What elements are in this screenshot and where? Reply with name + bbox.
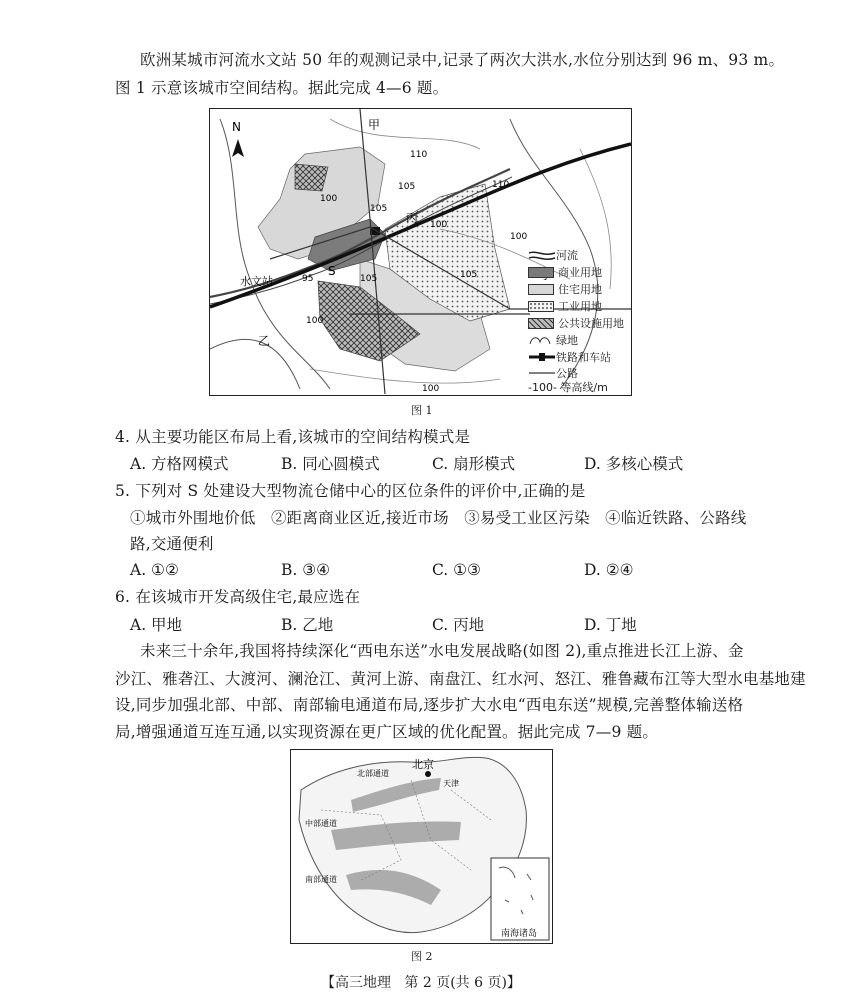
q6-option-b: B. 乙地 [281, 616, 334, 634]
tianjin-label: 天津 [443, 779, 459, 788]
label-jia: 甲 [368, 118, 381, 132]
inset-label: 南海诸岛 [501, 929, 538, 939]
intro2-line1: 未来三十余年,我国将持续深化“西电东送”水电发展战略(如图 2),重点推进长江上游、金 [140, 642, 744, 660]
intro1-line1: 欧洲某城市河流水文站 50 年的观测记录中,记录了两次大洪水,水位分别达到 96 m、93 m。 [140, 51, 785, 69]
legend-residential [528, 281, 602, 297]
contour-label: 100 [510, 232, 528, 242]
contour-label: 110 [492, 180, 510, 190]
label-bing: 丙 [406, 211, 419, 225]
west-east-power-map [291, 750, 552, 943]
legend-railway [528, 349, 611, 365]
north-label: N [232, 120, 241, 134]
q5-option-c: C. ①③ [432, 561, 481, 579]
north-channel-label: 北部通道 [357, 769, 389, 778]
south-channel-label: 南部通道 [305, 875, 337, 884]
beijing-marker-icon [425, 771, 431, 777]
q5-stem: 5. 下列对 S 处建设大型物流仓储中心的区位条件的评价中,正确的是 [115, 482, 586, 500]
contour-label: 105 [370, 204, 388, 214]
q5-option-b: B. ③④ [281, 561, 331, 579]
q6-stem: 6. 在该城市开发高级住宅,最应选在 [115, 588, 361, 606]
green-swatch-icon [528, 334, 556, 346]
q4-option-c: C. 扇形模式 [432, 455, 516, 473]
intro2-line2: 沙江、雅砻江、大渡河、澜沧江、黄河上游、南盘江、红水河、怒江、雅鲁藏布江等大型水电基地建 [115, 670, 806, 688]
intro1-line2: 图 1 示意该城市空间结构。据此完成 4—6 题。 [115, 79, 449, 97]
south-sea-inset [491, 858, 549, 940]
q4-option-a: A. 方格网模式 [130, 455, 229, 473]
legend-label: 商业用地 [558, 266, 602, 279]
legend-label: 河流 [556, 249, 578, 262]
north-arrow-icon [232, 139, 244, 157]
q5-statements: ①城市外围地价低 ②距离商业区近,接近市场 ③易受工业区污染 ④临近铁路、公路线 [130, 509, 747, 527]
public-facilities-north [295, 164, 328, 191]
q5-statements-cont: 路,交通便利 [130, 535, 214, 553]
residential-swatch [528, 284, 554, 295]
legend-label: 公共设施用地 [558, 317, 624, 330]
figure-1-caption: 图 1 [411, 404, 433, 417]
industrial-swatch [528, 301, 554, 312]
page-footer: 【高三地理 第 2 页(共 6 页)】 [321, 975, 521, 991]
legend-label: 公路 [556, 367, 578, 380]
q4-stem: 4. 从主要功能区布局上看,该城市的空间结构模式是 [115, 428, 471, 446]
beijing-label: 北京 [412, 758, 434, 771]
contour-label: 100 [422, 384, 440, 394]
q5-option-d: D. ②④ [584, 561, 634, 579]
contour-label: 105 [360, 274, 378, 284]
legend-label: 工业用地 [558, 300, 602, 313]
label-yi: 乙 [258, 334, 271, 348]
contour-label: 110 [410, 150, 428, 160]
legend-label: 铁路和车站 [556, 351, 611, 364]
road-swatch-icon [528, 367, 556, 379]
contour-label: 105 [460, 270, 478, 280]
legend-contour [528, 379, 608, 395]
figure-2-caption: 图 2 [411, 950, 433, 963]
river-swatch-icon [528, 249, 556, 261]
mid-channel-label: 中部通道 [305, 819, 337, 828]
contour-label: 100 [320, 194, 338, 204]
intro2-line4: 局,增强通道互连互通,以实现资源在更广区域的优化配置。据此完成 7—9 题。 [115, 723, 659, 741]
label-station: 水文站 [240, 275, 273, 288]
figure-1-map [209, 108, 632, 396]
public-swatch [528, 318, 554, 329]
q5-option-a: A. ①② [130, 561, 179, 579]
legend-green [528, 332, 578, 348]
railway-swatch-icon [528, 351, 556, 363]
legend-river [528, 247, 578, 263]
commercial-swatch [528, 267, 554, 278]
q6-option-d: D. 丁地 [584, 616, 637, 634]
q4-option-d: D. 多核心模式 [584, 455, 684, 473]
legend-commercial [528, 264, 602, 280]
legend-label: -100- 等高线/m [528, 381, 608, 394]
q4-option-b: B. 同心圆模式 [281, 455, 380, 473]
contour-label: 105 [398, 182, 416, 192]
legend-industrial [528, 298, 602, 314]
label-s: S [328, 264, 336, 278]
contour-label: 95 [302, 274, 314, 284]
legend-public [528, 315, 624, 331]
q6-option-c: C. 丙地 [432, 616, 485, 634]
intro2-line3: 设,同步加强北部、中部、南部输电通道布局,逐步扩大水电“西电东送”规模,完善整体输送格 [115, 696, 744, 714]
q6-option-a: A. 甲地 [130, 616, 183, 634]
legend-label: 住宅用地 [558, 283, 602, 296]
contour-label: 100 [430, 220, 448, 230]
legend-label: 绿地 [556, 334, 578, 347]
figure-2-map [290, 749, 553, 944]
contour-label: 100 [306, 316, 324, 326]
